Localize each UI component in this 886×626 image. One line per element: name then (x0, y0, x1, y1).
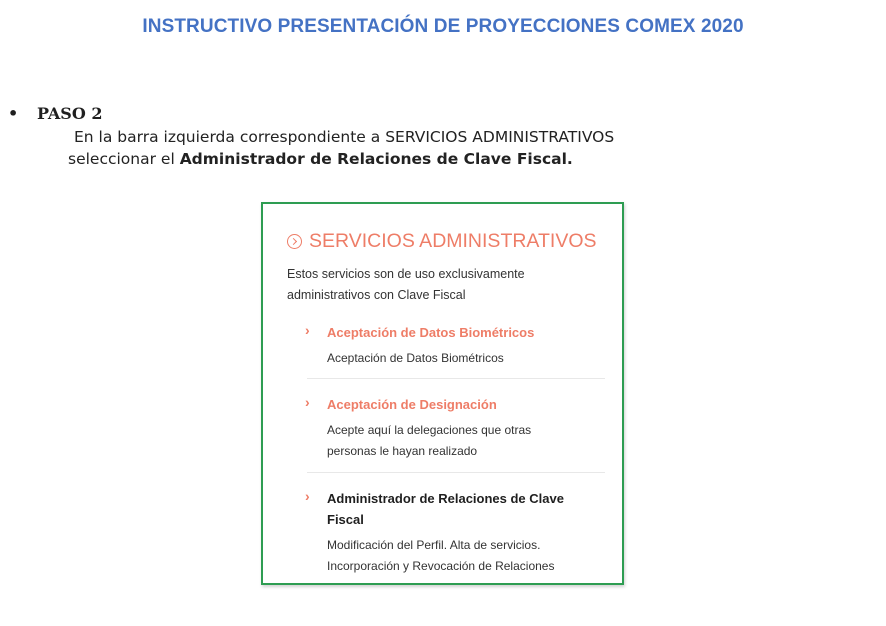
services-panel-screenshot (261, 202, 624, 585)
service-item-desc-line-1: Acepte aquí la delegaciones que otras (327, 423, 532, 437)
service-item-title[interactable]: Aceptación de Datos Biométricos (327, 325, 535, 340)
service-item-title-line-2[interactable]: Fiscal (327, 512, 364, 527)
service-item-desc-line-2: personas le hayan realizado (327, 444, 478, 458)
divider (307, 378, 605, 379)
panel-heading (287, 230, 597, 253)
instruction-line-2 (68, 148, 614, 170)
bullet-icon: • (8, 104, 19, 123)
chevron-right-icon: › (305, 322, 310, 338)
panel-description-line-2: administrativos con Clave Fiscal (287, 288, 466, 302)
document-title: INSTRUCTIVO PRESENTACIÓN DE PROYECCIONES COMEX 2020 (142, 16, 744, 37)
service-item-title-line-1[interactable]: Administrador de Relaciones de Clave (327, 491, 564, 506)
chevron-right-icon: › (305, 394, 310, 410)
service-item-designacion[interactable] (307, 394, 607, 462)
instruction-line-2-prefix: seleccionar el (68, 150, 180, 168)
service-item-desc: Aceptación de Datos Biométricos (327, 351, 504, 365)
service-item-desc (307, 535, 607, 577)
service-item-desc (307, 420, 607, 462)
panel-description-line-1: Estos servicios son de uso exclusivamente (287, 267, 525, 281)
service-item-datos-biometricos[interactable] (307, 322, 607, 369)
step-label: PASO 2 (37, 104, 103, 123)
service-item-administrador-relaciones[interactable] (307, 488, 607, 577)
chevron-right-icon: › (305, 488, 310, 504)
divider (307, 472, 605, 473)
service-item-desc-line-2: Incorporación y Revocación de Relaciones (327, 559, 555, 573)
panel-heading-text: SERVICIOS ADMINISTRATIVOS (309, 230, 597, 252)
service-item-title[interactable] (307, 488, 607, 530)
circle-chevron-right-icon (287, 234, 302, 249)
service-item-desc-line-1: Modificación del Perfil. Alta de servicios. (327, 538, 541, 552)
panel-description (287, 264, 607, 306)
instruction-line-1: En la barra izquierda correspondiente a SERVICIOS ADMINISTRATIVOS (74, 128, 615, 146)
step-heading (8, 104, 102, 123)
instruction-highlight: Administrador de Relaciones de Clave Fiscal. (179, 150, 573, 168)
service-item-title[interactable]: Aceptación de Designación (327, 397, 497, 412)
instruction-text (68, 126, 614, 170)
